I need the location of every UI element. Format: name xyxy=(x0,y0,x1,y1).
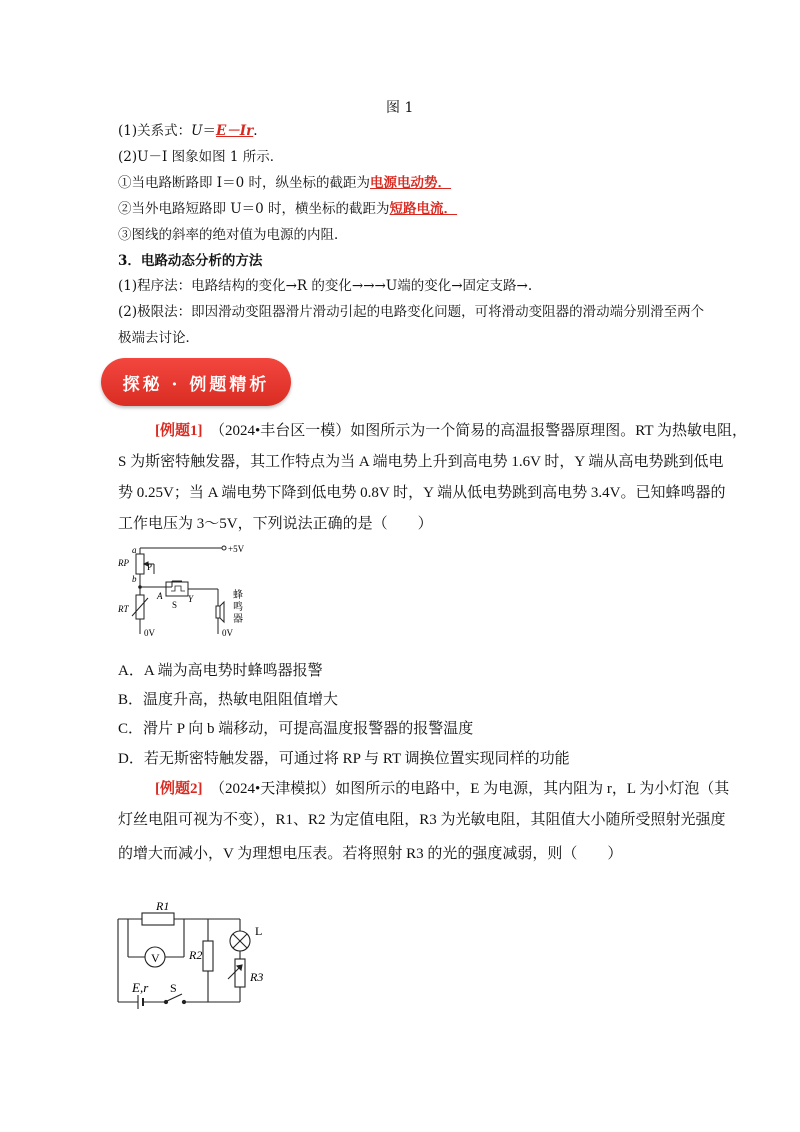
relation-prefix: (1)关系式： xyxy=(118,123,192,139)
node-a-label: a xyxy=(132,545,137,555)
rp-label: RP xyxy=(118,558,129,568)
lamp-circuit-diagram xyxy=(112,895,277,1015)
option-a: A．A 端为高电势时蜂鸣器报警 xyxy=(118,663,323,679)
example1-line1 xyxy=(155,421,747,441)
figure-caption: 图 1 xyxy=(386,100,414,116)
buzzer-char1: 蜂 xyxy=(233,590,243,601)
source-label: E,r xyxy=(132,980,149,995)
procedure-line: (1)程序法：电路结构的变化→R 的变化→→→U端的变化→固定支路→. xyxy=(118,278,533,294)
relation-line xyxy=(118,122,258,140)
ui-graph-line: (2)U－I 图象如图 1 所示． xyxy=(118,149,284,165)
example1-label: [例题1] xyxy=(155,423,203,439)
example-banner xyxy=(101,358,291,406)
voltmeter-label: V xyxy=(151,951,160,965)
trigger-s-label: S xyxy=(172,600,178,610)
option-b: B．温度升高，热敏电阻阻值增大 xyxy=(118,692,339,708)
relation-answer: E－Ir xyxy=(216,123,254,139)
section-heading: 3．电路动态分析的方法 xyxy=(118,253,263,269)
rt-label: RT xyxy=(118,604,129,614)
example2-line2: 灯丝电阻可视为不变），R1、R2 为定值电阻，R3 为光敏电阻，其阻值大小随所受照射光强度 xyxy=(118,812,726,828)
example2-line1 xyxy=(155,779,729,799)
example1-line4: 工作电压为 3～5V，下列说法正确的是（ ） xyxy=(118,516,433,532)
option-d: D．若无斯密特触发器，可通过将 RP 与 RT 调换位置实现同样的功能 xyxy=(118,751,570,767)
buzzer-char2: 鸣 xyxy=(233,602,243,613)
open-circuit-answer: 电源电动势． xyxy=(370,175,452,191)
limit-line-cont: 极端去讨论． xyxy=(118,330,199,346)
relation-end: . xyxy=(253,123,258,139)
short-circuit-answer: 短路电流． xyxy=(389,201,458,217)
ground2-label: 0V xyxy=(222,628,233,638)
supply-label: +5V xyxy=(228,544,245,554)
open-circuit-line xyxy=(118,174,451,192)
short-circuit-line xyxy=(118,200,457,218)
alarm-circuit-diagram xyxy=(110,538,270,640)
switch-label: S xyxy=(170,981,177,995)
example1-text1: （2024•丰台区一模）如图所示为一个简易的高温报警器原理图。RT 为热敏电阻， xyxy=(217,423,748,439)
r2-label: R2 xyxy=(189,948,203,962)
relation-u: U xyxy=(191,123,203,139)
option-c: C．滑片 P 向 b 端移动，可提高温度报警器的报警温度 xyxy=(118,721,474,737)
slider-p-label: P xyxy=(147,562,153,572)
output-y-label: Y xyxy=(188,594,194,604)
short-circuit-text: ②当外电路短路即 U＝0 时，横坐标的截距为 xyxy=(118,201,390,217)
relation-eq: ＝ xyxy=(202,123,217,139)
example1-line3: 势 0.25V；当 A 端电势下降到低电势 0.8V 时，Y 端从低电势跳到高电势 3.4V。已知蜂鸣器的 xyxy=(118,485,726,501)
r1-label: R1 xyxy=(156,899,170,913)
ground1-label: 0V xyxy=(144,628,155,638)
buzzer-char3: 器 xyxy=(233,614,243,625)
example2-line3: 的增大而减小，V 为理想电压表。若将照射 R3 的光的强度减弱，则（ ） xyxy=(118,846,623,862)
input-a-label: A xyxy=(157,591,163,601)
r3-label: R3 xyxy=(250,970,264,984)
banner-text: 探秘 · 例题精析 xyxy=(122,375,270,395)
slope-line: ③图线的斜率的绝对值为电源的内阻． xyxy=(118,227,348,243)
lamp-label: L xyxy=(255,924,263,938)
example2-text1: （2024•天津模拟）如图所示的电路中，E 为电源，其内阻为 r，L 为小灯泡（其 xyxy=(217,781,730,797)
open-circuit-text: ①当电路断路即 I＝0 时，纵坐标的截距为 xyxy=(118,175,371,191)
limit-line: (2)极限法：即因滑动变阻器滑片滑动引起的电路变化问题，可将滑动变阻器的滑动端分别滑至两个 xyxy=(118,304,705,320)
example1-line2: S 为斯密特触发器，其工作特点为当 A 端电势上升到高电势 1.6V 时，Y 端从高电势跳到低电 xyxy=(118,454,724,470)
example2-label: [例题2] xyxy=(155,781,203,797)
node-b-label: b xyxy=(132,574,137,584)
